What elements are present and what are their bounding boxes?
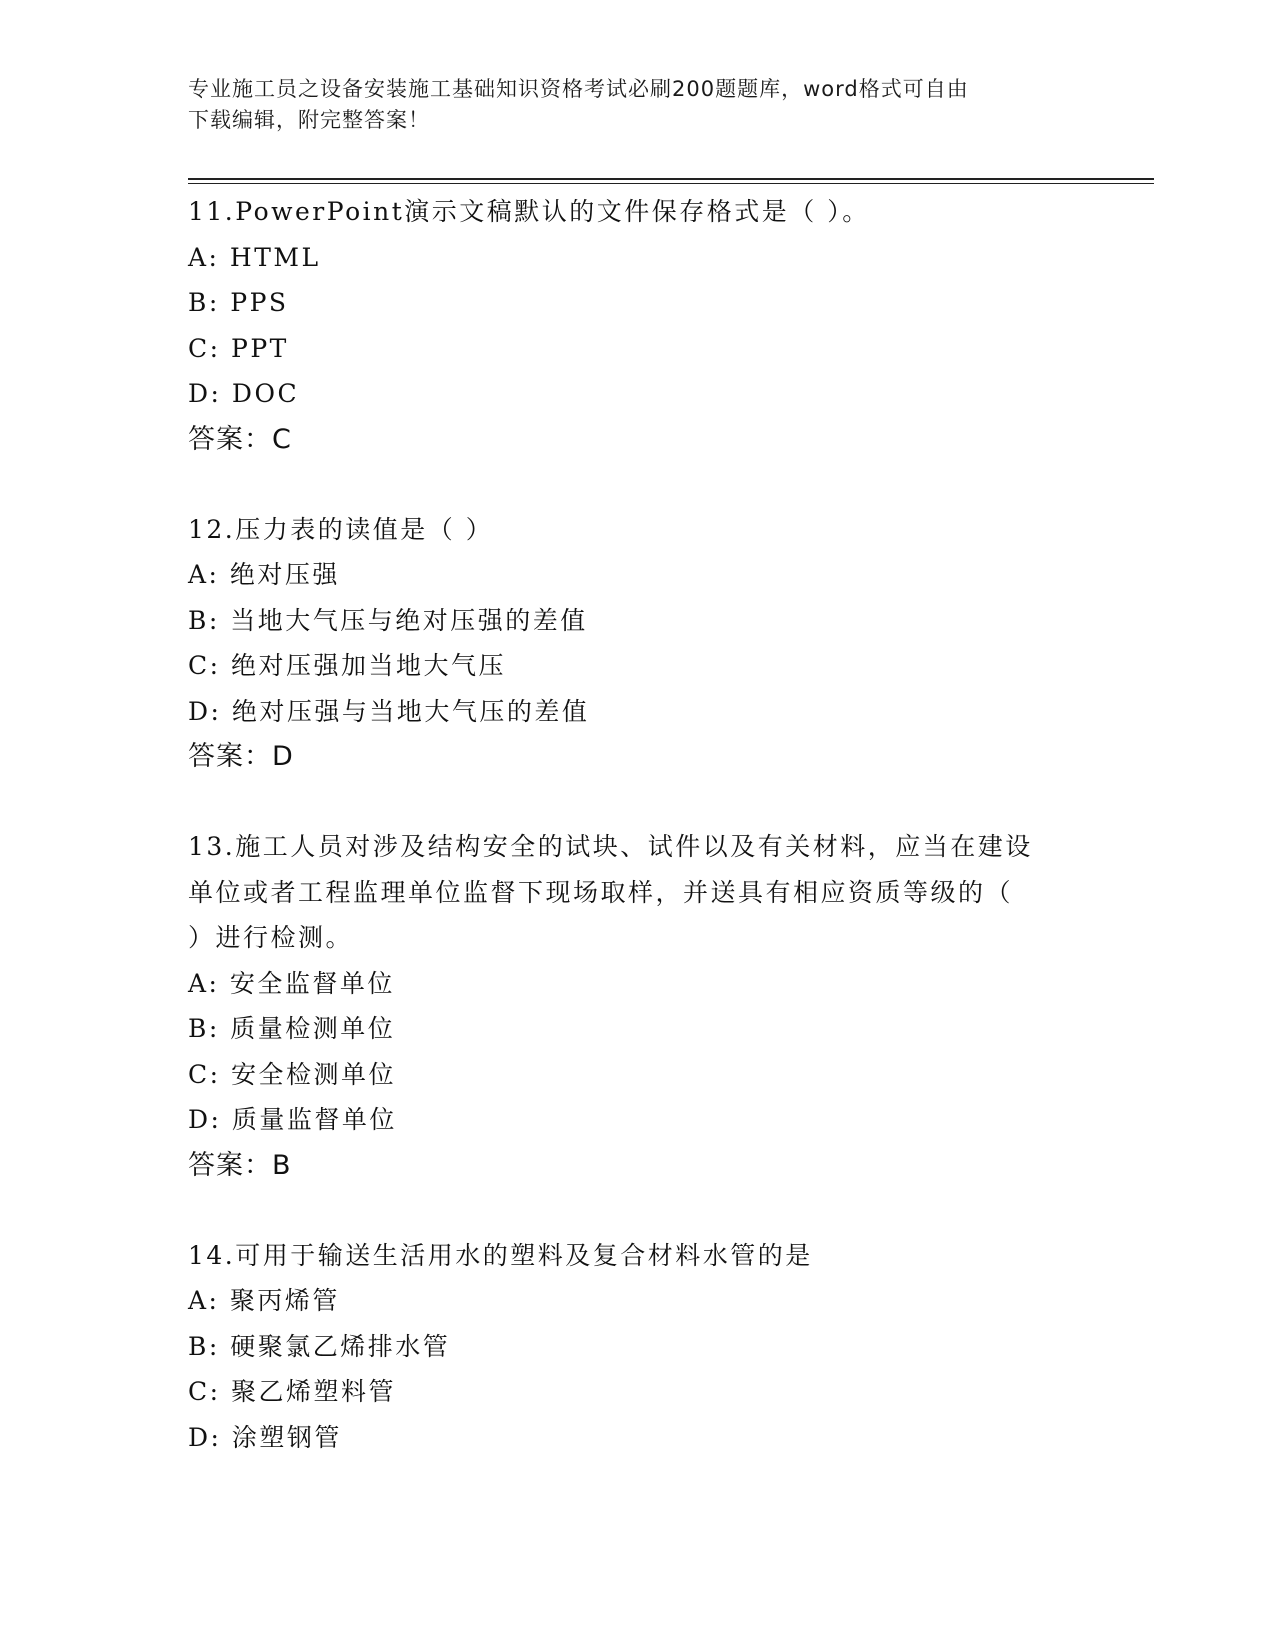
spacer [188,779,1088,824]
answer: 答案：D [188,741,294,772]
option-d: D: 质量监督单位 [188,1105,397,1134]
header-divider-thick [188,178,1154,180]
option-b: B: 当地大气压与绝对压强的差值 [188,605,588,635]
option-a: A: 聚丙烯管 [188,1286,340,1315]
question-stem-line-3: ）进行检测。 [188,923,354,952]
spacer [188,462,1088,507]
option-b: B: 质量检测单位 [188,1014,396,1043]
question-stem: 14.可用于输送生活用水的塑料及复合材料水管的是 [188,1240,813,1270]
header-line-1: 专业施工员之设备安装施工基础知识资格考试必刷200题题库，word格式可自由 [188,77,969,101]
header-divider-thin [188,183,1154,184]
question-14 [188,1233,1088,1461]
spacer [188,1188,1088,1233]
header-line-2: 下载编辑，附完整答案！ [188,108,430,132]
question-stem: 11.PowerPoint演示文稿默认的文件保存格式是（ ）。 [188,197,870,226]
option-c: C: 聚乙烯塑料管 [188,1377,396,1406]
question-list [188,189,1088,1460]
answer: 答案：C [188,423,292,455]
option-d: D: 绝对压强与当地大气压的差值 [188,696,590,726]
option-a: A: 绝对压强 [188,560,340,589]
question-stem-line-1: 13.施工人员对涉及结构安全的试块、试件以及有关材料，应当在建设 [188,832,1033,861]
option-c: C: PPT [188,333,289,363]
option-d: D: 涂塑钢管 [188,1422,342,1452]
option-a: A: HTML [188,242,321,272]
question-11 [188,189,1088,462]
option-b: B: PPS [188,288,289,317]
answer: 答案：B [188,1149,292,1181]
question-12 [188,507,1088,780]
question-stem-line-2: 单位或者工程监理单位监督下现场取样，并送具有相应资质等级的（ [188,877,1014,907]
option-b: B: 硬聚氯乙烯排水管 [188,1331,451,1361]
option-d: D: DOC [188,379,300,408]
question-13 [188,824,1088,1188]
option-c: C: 绝对压强加当地大气压 [188,651,506,680]
option-c: C: 安全检测单位 [188,1059,396,1089]
question-stem: 12.压力表的读值是（ ） [188,514,494,544]
option-a: A: 安全监督单位 [188,968,395,998]
document-header [188,74,1068,136]
